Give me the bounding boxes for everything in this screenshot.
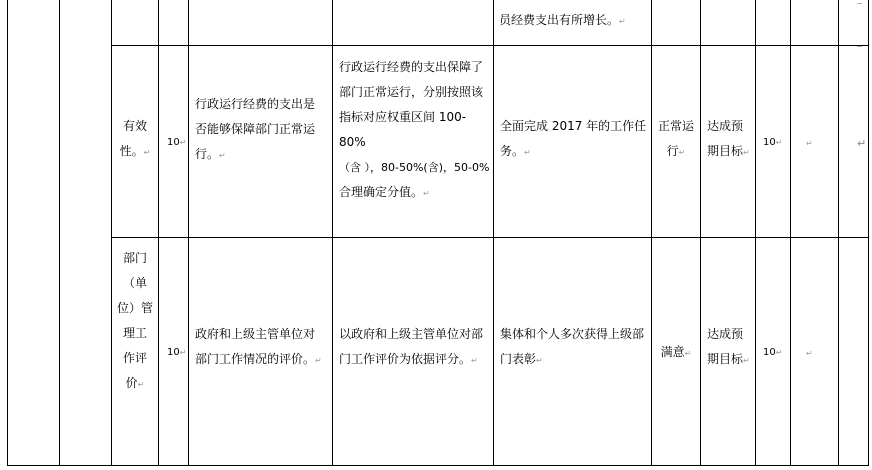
column-divider [493,0,494,466]
paragraph-mark: ↵ [179,348,187,357]
weight-cell [167,340,186,365]
content-line: 否能够保障部门正常运 [195,122,316,136]
row-end-arrow-icon: ↵ [857,137,867,150]
score-cell [763,340,782,365]
actual-line: 正常运 [657,119,694,133]
result-line: 期目标 [707,352,744,366]
standard-cell [500,114,650,165]
paragraph-mark: ↵ [743,148,750,157]
empty-cell [806,130,813,156]
paragraph-mark: ↵ [775,348,783,357]
column-divider [755,0,756,466]
standard-line: 全面完成 2017 年的工作任 [500,119,647,133]
criteria-line: 部门正常运行，分别按照该 [339,85,484,99]
result-line: 期目标 [707,144,744,158]
content-cell [195,92,330,168]
column-divider [790,0,791,466]
paragraph-mark: ↵ [743,356,750,365]
paragraph-mark: ↵ [315,356,322,365]
content-line: 部门工作情况的评价。 [195,352,316,366]
indicator-name-line: 有效 [122,119,147,133]
paragraph-mark: ↵ [678,148,686,157]
paragraph-mark: ↵ [684,349,692,358]
standard-line: 集体和个人多次获得上级部 [500,327,645,341]
table-border-left [7,0,8,466]
score-cell [763,130,782,155]
column-divider [188,0,189,466]
paragraph-mark: ↵ [219,151,226,160]
indicator-cell [112,246,158,397]
paragraph-mark: ↵ [423,189,430,198]
indicator-cell [112,114,158,165]
content-line: 行政运行经费的支出是 [195,97,316,111]
column-divider [651,0,652,466]
result-line: 达成预 [707,327,744,341]
actual-line: 满意 [660,345,685,359]
cell-end-mark: ↵ [806,349,813,358]
paragraph-mark: ↵ [536,356,543,365]
content-cell [195,322,330,373]
standard-text: 员经费支出有所增长。 [499,13,620,27]
criteria-line: 合理确定分值。 [339,185,424,199]
column-divider [700,0,701,466]
table-border-right [868,0,869,466]
row-divider [111,45,869,46]
result-line: 达成预 [707,119,744,133]
result-cell [707,114,755,165]
weight-cell [167,130,186,155]
indicator-name-line: 性。 [119,144,144,158]
weight-value: 10 [167,137,180,148]
paragraph-mark: ↵ [619,17,626,26]
column-divider [59,0,60,466]
criteria-line: 指标对应权重区间 100-80% [339,110,467,149]
paragraph-mark: ↵ [775,138,783,147]
standard-line: 务。 [500,144,525,158]
content-line: 行。 [195,147,220,161]
score-value: 10 [763,347,776,358]
margin-marker [857,46,862,47]
column-divider [838,0,839,466]
criteria-line: 门工作评价为依据评分。 [339,352,472,366]
paragraph-mark: ↵ [179,138,187,147]
paragraph-mark: ↵ [137,380,145,389]
column-divider [332,0,333,466]
score-value: 10 [763,137,776,148]
indicator-name-line: 作评 [122,351,147,365]
table-border-bottom [7,465,869,466]
criteria-line: （含 ），80-50%(含)，50-0% [339,161,490,174]
criteria-cell [339,55,491,206]
actual-line: 行 [666,144,679,158]
actual-cell [652,340,700,366]
standard-cell [500,322,650,373]
standard-line: 门表彰 [500,352,537,366]
standard-cell [499,8,649,34]
paragraph-mark: ↵ [143,148,151,157]
actual-cell [652,114,700,165]
criteria-cell [339,322,491,373]
indicator-name-line: 部门 [122,251,147,265]
result-cell [707,322,755,373]
criteria-line: 行政运行经费的支出保障了 [339,60,484,74]
weight-value: 10 [167,347,180,358]
row-divider [111,237,869,238]
cell-end-mark: ↵ [806,139,813,148]
indicator-name-line: 价 [125,376,138,390]
paragraph-mark: ↵ [524,148,531,157]
indicator-name-line: 位）管 [116,301,153,315]
margin-marker [857,3,862,4]
empty-cell [806,340,813,366]
indicator-name-line: （单 [122,276,147,290]
column-divider [158,0,159,466]
paragraph-mark: ↵ [471,356,478,365]
criteria-line: 以政府和上级主管单位对部 [339,327,484,341]
indicator-name-line: 理工 [122,326,147,340]
content-line: 政府和上级主管单位对 [195,327,316,341]
